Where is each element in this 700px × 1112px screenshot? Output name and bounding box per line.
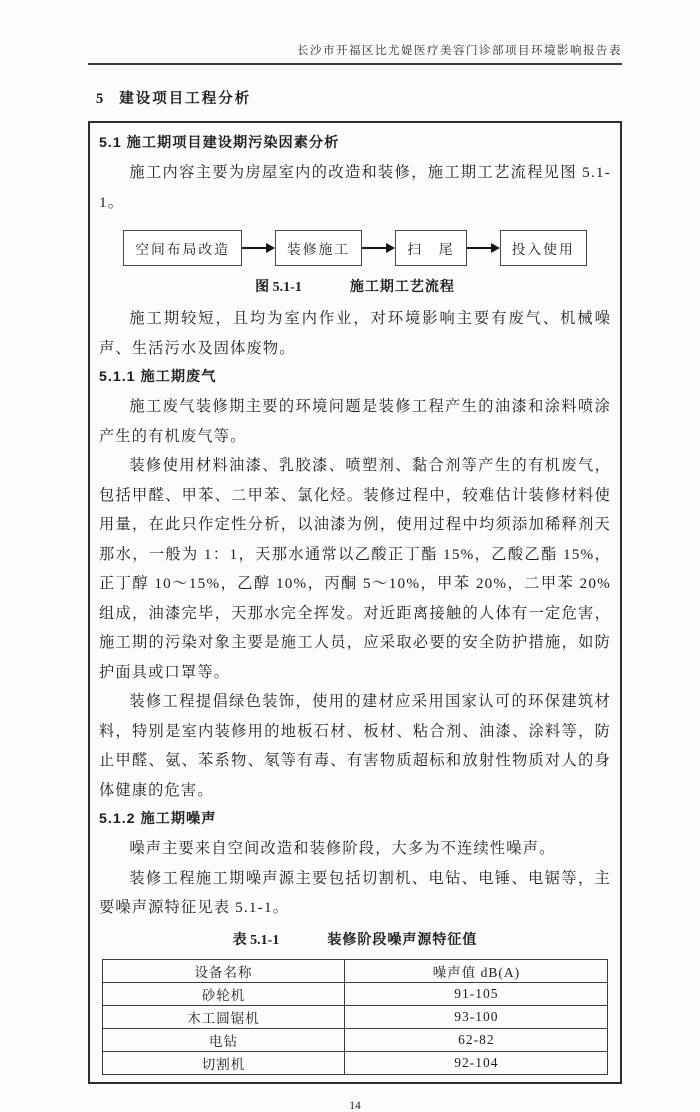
flow-step-cleanup: 扫 尾 [395, 230, 466, 266]
table-row [102, 1051, 608, 1074]
table-cell-device: 砂轮机 [102, 982, 345, 1005]
table-cell-value: 62-82 [345, 1028, 608, 1051]
table-header-row [102, 959, 608, 982]
table-label: 表 5.1-1 [232, 932, 280, 948]
flow-step-use: 投入使用 [500, 230, 587, 266]
section-title: 建设项目工程分析 [119, 91, 252, 107]
paragraph-noise-intro: 噪声主要来自空间改造和装修阶段，大多为不连续性噪声。 [129, 840, 556, 857]
paragraph-materials: 装修使用材料油漆、乳胶漆、喷塑剂、黏合剂等产生的有机废气，包括甲醛、甲苯、二甲苯、氯化烃。装修过程中，较难估计装修材料使用量，在此只作定性分析，以油漆为例，使用过程中均须添加稀释剂天那水，一般为 1：1，天那水通常以乙酸正丁酯 15%，乙酸乙酯 15%，正丁醇 10～15%，乙醇 10%，丙酮 5～10%，甲苯 20%，二甲苯 20%组成，油漆完毕，天那水完全挥发。对近距离接触的人体有一定危害，施工期的污染对象主要是施工人员，应采取必要的安全防护措施，如防护面具或口罩等。 [99, 457, 611, 681]
flow-step-layout: 空间布局改造 [123, 230, 242, 266]
table-row [102, 982, 608, 1005]
figure-label: 图 5.1-1 [255, 280, 302, 295]
running-header [88, 42, 622, 65]
noise-source-table [102, 959, 609, 1075]
table-cell-value: 93-100 [345, 1005, 608, 1028]
heading-5-1: 5.1 施工期项目建设期污染因素分析 [99, 135, 340, 151]
figure-caption [99, 271, 611, 303]
paragraph-green-materials: 装修工程提倡绿色装饰，使用的建材应采用国家认可的环保建筑材料，特别是室内装修用的地板石材、板材、粘合剂、油漆、涂料等，防止甲醛、氨、苯系物、氡等有毒、有害物质超标和放射性物质对人的身体健康的危害。 [99, 693, 611, 799]
table-row [102, 1005, 608, 1028]
table-cell-device: 切割机 [102, 1051, 345, 1074]
flow-arrow-icon [362, 247, 387, 249]
heading-5-1-2: 5.1.2 施工期噪声 [99, 811, 217, 827]
table-cell-value: 92-104 [345, 1051, 608, 1074]
table-header-cell: 设备名称 [102, 959, 345, 982]
heading-5-1-1: 5.1.1 施工期废气 [99, 369, 217, 385]
header-title: 长沙市开福区比尤媞医疗美容门诊部项目环境影响报告表 [297, 45, 622, 57]
flow-step-decoration: 装修施工 [275, 230, 362, 266]
paragraph-noise-sources: 装修工程施工期噪声源主要包括切割机、电钻、电锤、电锯等，主要噪声源特征见表 5.1-1。 [99, 869, 611, 916]
page-number: 14 [349, 1099, 361, 1112]
paragraph-impact: 施工期较短，且均为室内作业，对环境影响主要有废气、机械噪声、生活污水及固体废物。 [99, 310, 611, 357]
table-header-cell: 噪声值 dB(A) [345, 959, 608, 982]
section-heading [96, 87, 622, 108]
table-caption [99, 924, 611, 956]
table-cell-value: 91-105 [345, 982, 608, 1005]
table-cell-device: 木工圆锯机 [102, 1005, 345, 1028]
section-number: 5 [96, 91, 104, 107]
table-title: 装修阶段噪声源特征值 [327, 930, 478, 947]
table-cell-device: 电钻 [102, 1028, 345, 1051]
table-row [102, 1028, 608, 1051]
flow-arrow-icon [467, 247, 492, 249]
flow-arrow-icon [242, 247, 267, 249]
paragraph-gas-intro: 施工废气装修期主要的环境问题是装修工程产生的油漆和涂料喷涂产生的有机废气等。 [99, 398, 611, 445]
figure-title: 施工期工艺流程 [349, 278, 455, 294]
content-box [88, 121, 622, 1084]
paragraph-intro: 施工内容主要为房屋室内的改造和装修，施工期工艺流程见图 5.1-1。 [99, 164, 611, 211]
process-flowchart [99, 230, 611, 266]
